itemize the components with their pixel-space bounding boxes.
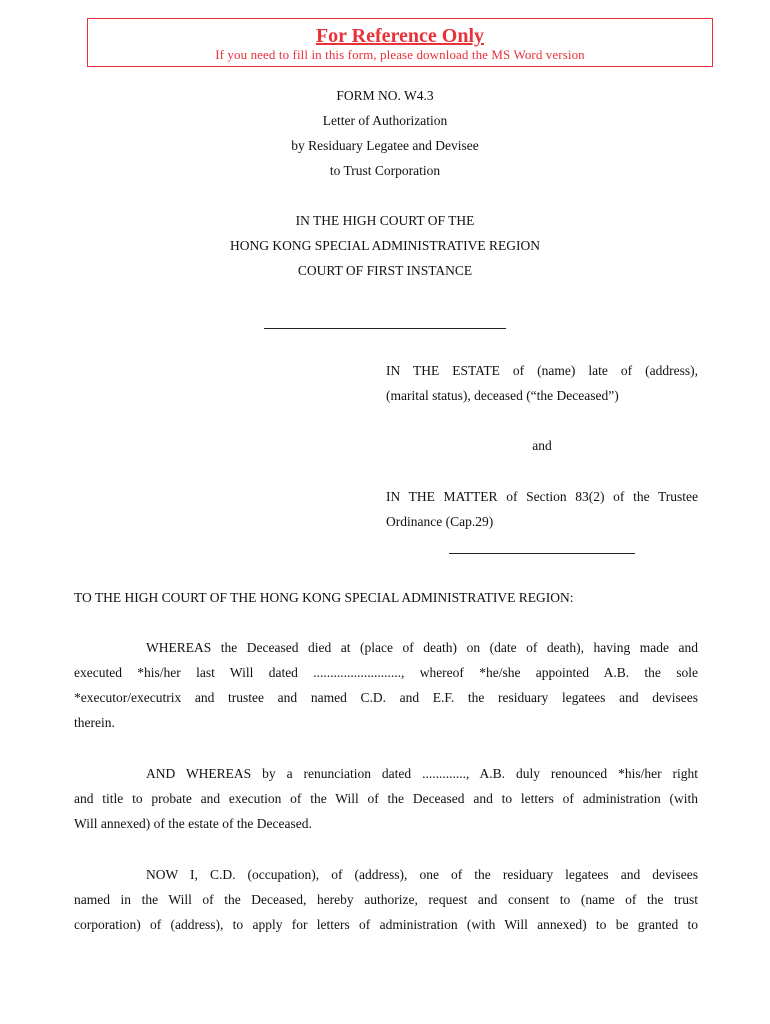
matter-line-1: IN THE MATTER of Section 83(2) of the Trustee (386, 489, 698, 504)
paragraph-line: named in the Will of the Deceased, hereby authorize, request and consent to (name of the trust (74, 892, 698, 907)
paragraph-line: corporation) of (address), to apply for letters of administration (with Will annexed) to be granted to (74, 917, 698, 932)
estate-line-1: IN THE ESTATE of (name) late of (address), (386, 363, 698, 378)
matter-block (386, 484, 698, 534)
paragraph-line: AND WHEREAS by a renunciation dated ............., A.B. duly renounced *his/her right (146, 766, 698, 781)
court-line-1: IN THE HIGH COURT OF THE (295, 213, 475, 228)
banner-subtitle: If you need to fill in this form, please download the MS Word version (215, 47, 585, 62)
form-number: FORM NO. W4.3 (336, 88, 434, 103)
court-line-2: HONG KONG SPECIAL ADMINISTRATIVE REGION (230, 238, 540, 253)
estate-block (386, 358, 698, 408)
matter-rule (449, 553, 635, 554)
paragraph-line: NOW I, C.D. (occupation), of (address), one of the residuary legatees and devisees (146, 867, 698, 882)
and-connector: and (532, 438, 552, 453)
paragraph-line: and title to probate and execution of the Will of the Deceased and to letters of administration (with (74, 791, 698, 806)
addressee-heading: TO THE HIGH COURT OF THE HONG KONG SPECIAL ADMINISTRATIVE REGION: (74, 590, 574, 605)
court-line-3: COURT OF FIRST INSTANCE (297, 263, 473, 278)
paragraph-line: WHEREAS the Deceased died at (place of death) on (date of death), having made and (146, 640, 698, 655)
paragraph-line: executed *his/her last Will dated .........................., whereof *he/she appointed A.B. the sole (74, 665, 698, 680)
form-title-line-3: to Trust Corporation (329, 163, 441, 178)
form-title-line-2: by Residuary Legatee and Devisee (291, 138, 479, 153)
estate-line-2: (marital status), deceased (“the Deceased”) (386, 388, 619, 403)
paragraph-line: Will annexed) of the estate of the Deceased. (74, 816, 312, 831)
whereas-paragraph (74, 635, 698, 735)
and-whereas-paragraph (74, 761, 698, 836)
reference-banner (87, 18, 713, 67)
matter-line-2: Ordinance (Cap.29) (386, 514, 494, 529)
form-title-line-1: Letter of Authorization (322, 113, 448, 128)
now-i-paragraph (74, 862, 698, 937)
paragraph-line: therein. (74, 715, 115, 730)
banner-title: For Reference Only (315, 25, 485, 47)
paragraph-line: *executor/executrix and trustee and named C.D. and E.F. the residuary legatees and devisees (74, 690, 698, 705)
action-number-rule (264, 328, 506, 329)
